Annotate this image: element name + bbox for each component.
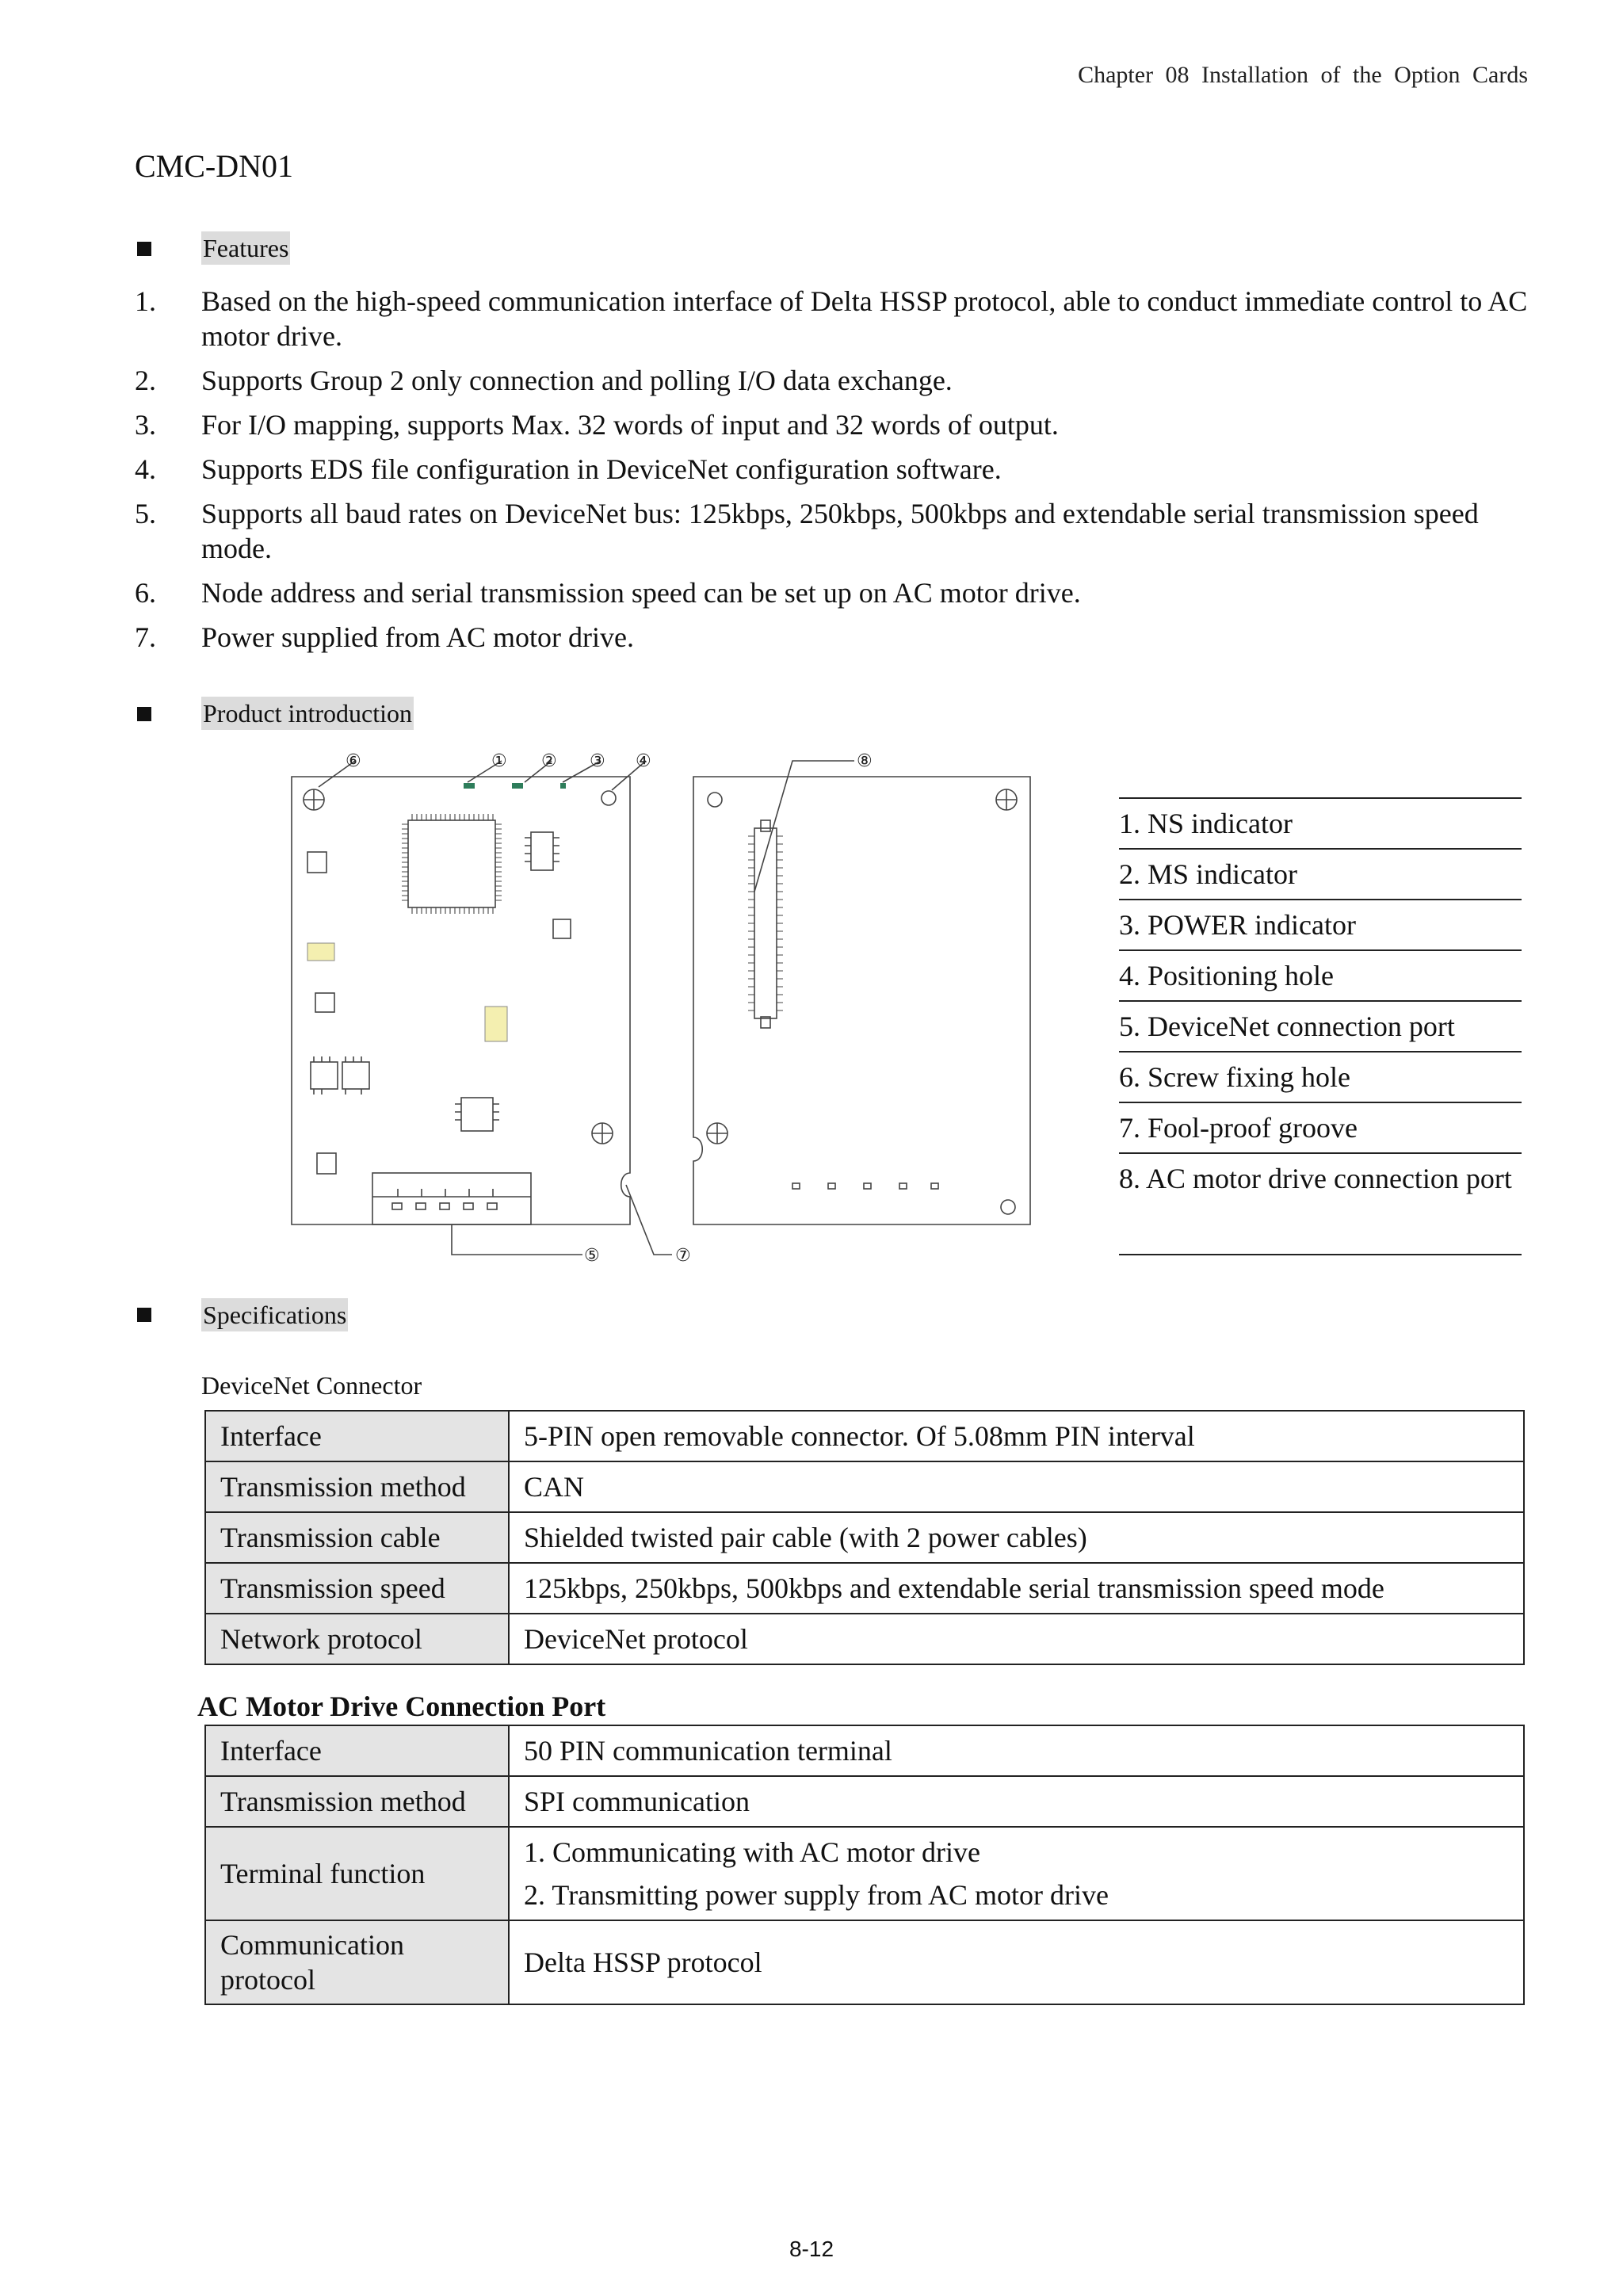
spec-value-line: 1. Communicating with AC motor drive (524, 1836, 980, 1868)
page-title: CMC-DN01 (135, 148, 294, 184)
table-row (205, 1776, 1524, 1827)
feature-text: Supports Group 2 only connection and polling I/O data exchange. (201, 365, 953, 396)
spec-key: Terminal function (205, 1827, 509, 1920)
spec-value: 5-PIN open removable connector. Of 5.08mm PIN interval (509, 1411, 1524, 1461)
spec-key: Communication protocol (205, 1920, 509, 2004)
legend-item: 8. AC motor drive connection port (1119, 1154, 1522, 1255)
product-heading: Product introduction (201, 697, 414, 730)
callout-4: ④ (636, 751, 651, 771)
callout-6: ⑥ (346, 751, 361, 771)
ic-chip (553, 919, 571, 938)
ic-chip (531, 832, 553, 870)
positioning-hole-icon (601, 791, 616, 805)
front-board-outline (292, 777, 630, 1224)
spec-key: Transmission method (205, 1461, 509, 1512)
solder-pad (307, 943, 334, 961)
feature-text: Supports all baud rates on DeviceNet bus: 125kbps, 250kbps, 500kbps and extendable serial transmission speed mode. (201, 498, 1479, 564)
feature-item (135, 620, 1529, 655)
ic-chip (315, 993, 334, 1012)
feature-text: For I/O mapping, supports Max. 32 words of input and 32 words of output. (201, 409, 1059, 441)
feature-number: 5. (135, 498, 156, 529)
feature-number: 1. (135, 285, 156, 317)
legend-item: 4. Positioning hole (1119, 951, 1522, 1002)
running-header: Chapter 08 Installation of the Option Cards (1078, 62, 1528, 88)
positioning-hole-icon (1001, 1200, 1015, 1214)
feature-item (135, 575, 1529, 610)
legend-item: 5. DeviceNet connection port (1119, 1002, 1522, 1052)
devicenet-spec-table (204, 1410, 1525, 1665)
ms-indicator-led (512, 783, 523, 789)
page-number: 8-12 (789, 2237, 834, 2261)
leader-7 (626, 1185, 672, 1255)
feature-item (135, 496, 1529, 566)
feature-item (135, 363, 1529, 398)
callout-1: ① (491, 751, 507, 771)
legend-item: 6. Screw fixing hole (1119, 1052, 1522, 1103)
table-row (205, 1725, 1524, 1776)
table-row (205, 1411, 1524, 1461)
table-row (205, 1461, 1524, 1512)
ac-drive-connector (754, 828, 777, 1018)
spec-value: 50 PIN communication terminal (509, 1725, 1524, 1776)
features-bullet (137, 242, 151, 256)
spec-value: Delta HSSP protocol (509, 1920, 1524, 2004)
devicenet-caption: DeviceNet Connector (201, 1371, 422, 1400)
spec-key: Interface (205, 1725, 509, 1776)
features-heading: Features (201, 231, 290, 265)
spec-value (509, 1827, 1524, 1920)
solder-pad (485, 1007, 507, 1041)
leader-5 (452, 1224, 582, 1255)
acport-spec-table (204, 1725, 1525, 2005)
feature-text: Based on the high-speed communication interface of Delta HSSP protocol, able to conduct immediate control to AC motor drive. (201, 285, 1528, 352)
legend-item: 7. Fool-proof groove (1119, 1103, 1522, 1154)
table-row (205, 1512, 1524, 1563)
table-row (205, 1563, 1524, 1614)
spec-value: 125kbps, 250kbps, 500kbps and extendable serial transmission speed mode (509, 1563, 1524, 1614)
spec-value: Shielded twisted pair cable (with 2 power cables) (509, 1512, 1524, 1563)
callout-7: ⑦ (675, 1246, 691, 1266)
card-diagram (269, 741, 1062, 1280)
component-legend (1119, 797, 1522, 1255)
feature-number: 2. (135, 365, 156, 396)
feature-text: Supports EDS file configuration in DeviceNet configuration software. (201, 453, 1002, 485)
callout-3: ③ (590, 751, 605, 771)
ns-indicator-led (464, 783, 475, 789)
feature-number: 4. (135, 453, 156, 485)
spec-key: Transmission speed (205, 1563, 509, 1614)
spec-value-line: 2. Transmitting power supply from AC motor drive (524, 1879, 1109, 1911)
specs-bullet (137, 1308, 151, 1322)
leader-8 (754, 761, 854, 892)
ic-chip (461, 1098, 493, 1131)
ic-chip (307, 852, 327, 873)
spec-key: Transmission cable (205, 1512, 509, 1563)
back-board-outline (693, 777, 1030, 1224)
spec-key: Interface (205, 1411, 509, 1461)
ic-chip (311, 1062, 338, 1089)
spec-key: Network protocol (205, 1614, 509, 1664)
product-bullet (137, 707, 151, 721)
ic-chip (342, 1062, 369, 1089)
devicenet-connector (372, 1173, 531, 1224)
feature-item (135, 452, 1529, 487)
positioning-hole-icon (708, 793, 722, 807)
features-list (135, 284, 1529, 664)
spec-key: Transmission method (205, 1776, 509, 1827)
callout-5: ⑤ (584, 1246, 600, 1266)
legend-item: 3. POWER indicator (1119, 900, 1522, 951)
mcu-chip (408, 820, 495, 907)
power-indicator-led (560, 783, 566, 789)
callout-2: ② (541, 751, 557, 771)
feature-number: 7. (135, 621, 156, 653)
table-row (205, 1827, 1524, 1920)
feature-text: Power supplied from AC motor drive. (201, 621, 634, 653)
spec-value: CAN (509, 1461, 1524, 1512)
specs-heading: Specifications (201, 1298, 348, 1331)
feature-number: 6. (135, 577, 156, 609)
table-row (205, 1920, 1524, 2004)
ic-chip (317, 1153, 336, 1174)
feature-number: 3. (135, 409, 156, 441)
feature-item (135, 407, 1529, 442)
acport-caption: AC Motor Drive Connection Port (197, 1690, 606, 1722)
legend-item: 1. NS indicator (1119, 799, 1522, 850)
spec-value: SPI communication (509, 1776, 1524, 1827)
callout-8: ⑧ (857, 751, 873, 771)
feature-text: Node address and serial transmission speed can be set up on AC motor drive. (201, 577, 1081, 609)
feature-item (135, 284, 1529, 353)
legend-item: 2. MS indicator (1119, 850, 1522, 900)
spec-value: DeviceNet protocol (509, 1614, 1524, 1664)
table-row (205, 1614, 1524, 1664)
